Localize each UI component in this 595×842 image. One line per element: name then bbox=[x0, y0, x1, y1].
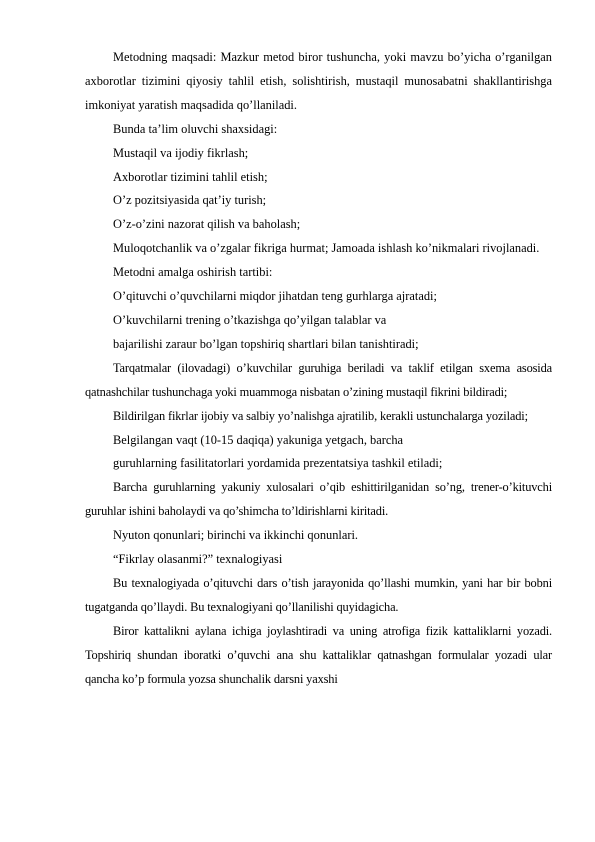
list-item-time-limit: Belgilangan vaqt (10-15 daqiqa) yakuniga yetgach, barcha bbox=[113, 432, 404, 447]
list-item-handouts: Tarqatmalar (ilovadagi) o’kuvchilar guruhiga beriladi va taklif etilgan sxema asosida qatnashchilar tushunchaga yoki muammoga nisbatan o’zining mustaqil fikrini bildiradi; bbox=[85, 360, 552, 399]
paragraph-technology-description: Biror kattalikni aylana ichiga joylashtiradi va uning atrofiga fizik kattaliklarni yozadi. Topshiriq shundan iboratki o’quvchi ana shu kattaliklar qatnashgan formulalar yozadi ular qancha ko’p formula yozsa shunchalik darsni yaxshi bbox=[85, 623, 552, 686]
list-item-presentation: guruhlarning fasilitatorlari yordamida prezentatsiya tashkil etiladi; bbox=[113, 456, 443, 471]
list-item-self-control: O’z-o’zini nazorat qilish va baholash; bbox=[113, 217, 301, 232]
list-item-training-requirements: O’kuvchilarni trening o’tkazishga qo’yilgan talablar va bbox=[113, 312, 387, 327]
paragraph-learner-traits-intro: Bunda ta’lim oluvchi shaxsidagi: bbox=[113, 121, 278, 136]
paragraph-method-purpose: Metodning maqsadi: Mazkur metod biror tushuncha, yoki mavzu bo’yicha o’rganilgan axborotlar tizimini qiyosiy tahlil etish, solishtirish, mustaqil munosabatni shakllantirishga imkoniyat yaratish maqsadida qo’llaniladi. bbox=[85, 50, 552, 112]
paragraph-newton-laws: Nyuton qonunlari; birinchi va ikkinchi qonunlari. bbox=[113, 528, 359, 543]
paragraph-technology-usage: Bu texnalogiyada o’qituvchi dars o’tish jarayonida qo’llashi mumkin, yani har bir bobni tugatganda qo’llaydi. Bu texnalogiyani qo’llanilishi quyidagicha. bbox=[85, 575, 552, 614]
list-item-task-conditions: bajarilishi zaraur bo’lgan topshiriq shartlari bilan tanishtiradi; bbox=[113, 336, 419, 351]
paragraph-procedure-heading: Metodni amalga oshirish tartibi: bbox=[113, 265, 273, 280]
list-item-divide-groups: O’qituvchi o’quvchilarni miqdor jihatdan teng gurhlarga ajratadi; bbox=[113, 289, 437, 304]
list-item-communication: Muloqotchanlik va o’zgalar fikriga hurmat; Jamoada ishlash ko’nikmalari rivojlanadi. bbox=[113, 241, 540, 256]
list-item-firm-position: O’z pozitsiyasida qat’iy turish; bbox=[113, 193, 267, 208]
list-item-independent-thinking: Mustaqil va ijodiy fikrlash; bbox=[113, 145, 249, 160]
list-item-analyze-information: Axborotlar tizimini tahlil etish; bbox=[113, 169, 268, 184]
paragraph-technology-title: “Fikrlay olasanmi?” texnalogiyasi bbox=[113, 552, 283, 567]
list-item-final-conclusions: Barcha guruhlarning yakuniy xulosalari o’qib eshittirilganidan so’ng, trener-o’kituvchi guruhlar ishini baholaydi va qo’shimcha to’ldirishlarni kiritadi. bbox=[85, 480, 552, 519]
list-item-opinions-sorted: Bildirilgan fikrlar ijobiy va salbiy yo’nalishga ajratilib, kerakli ustunchalarga yoziladi; bbox=[113, 408, 528, 423]
